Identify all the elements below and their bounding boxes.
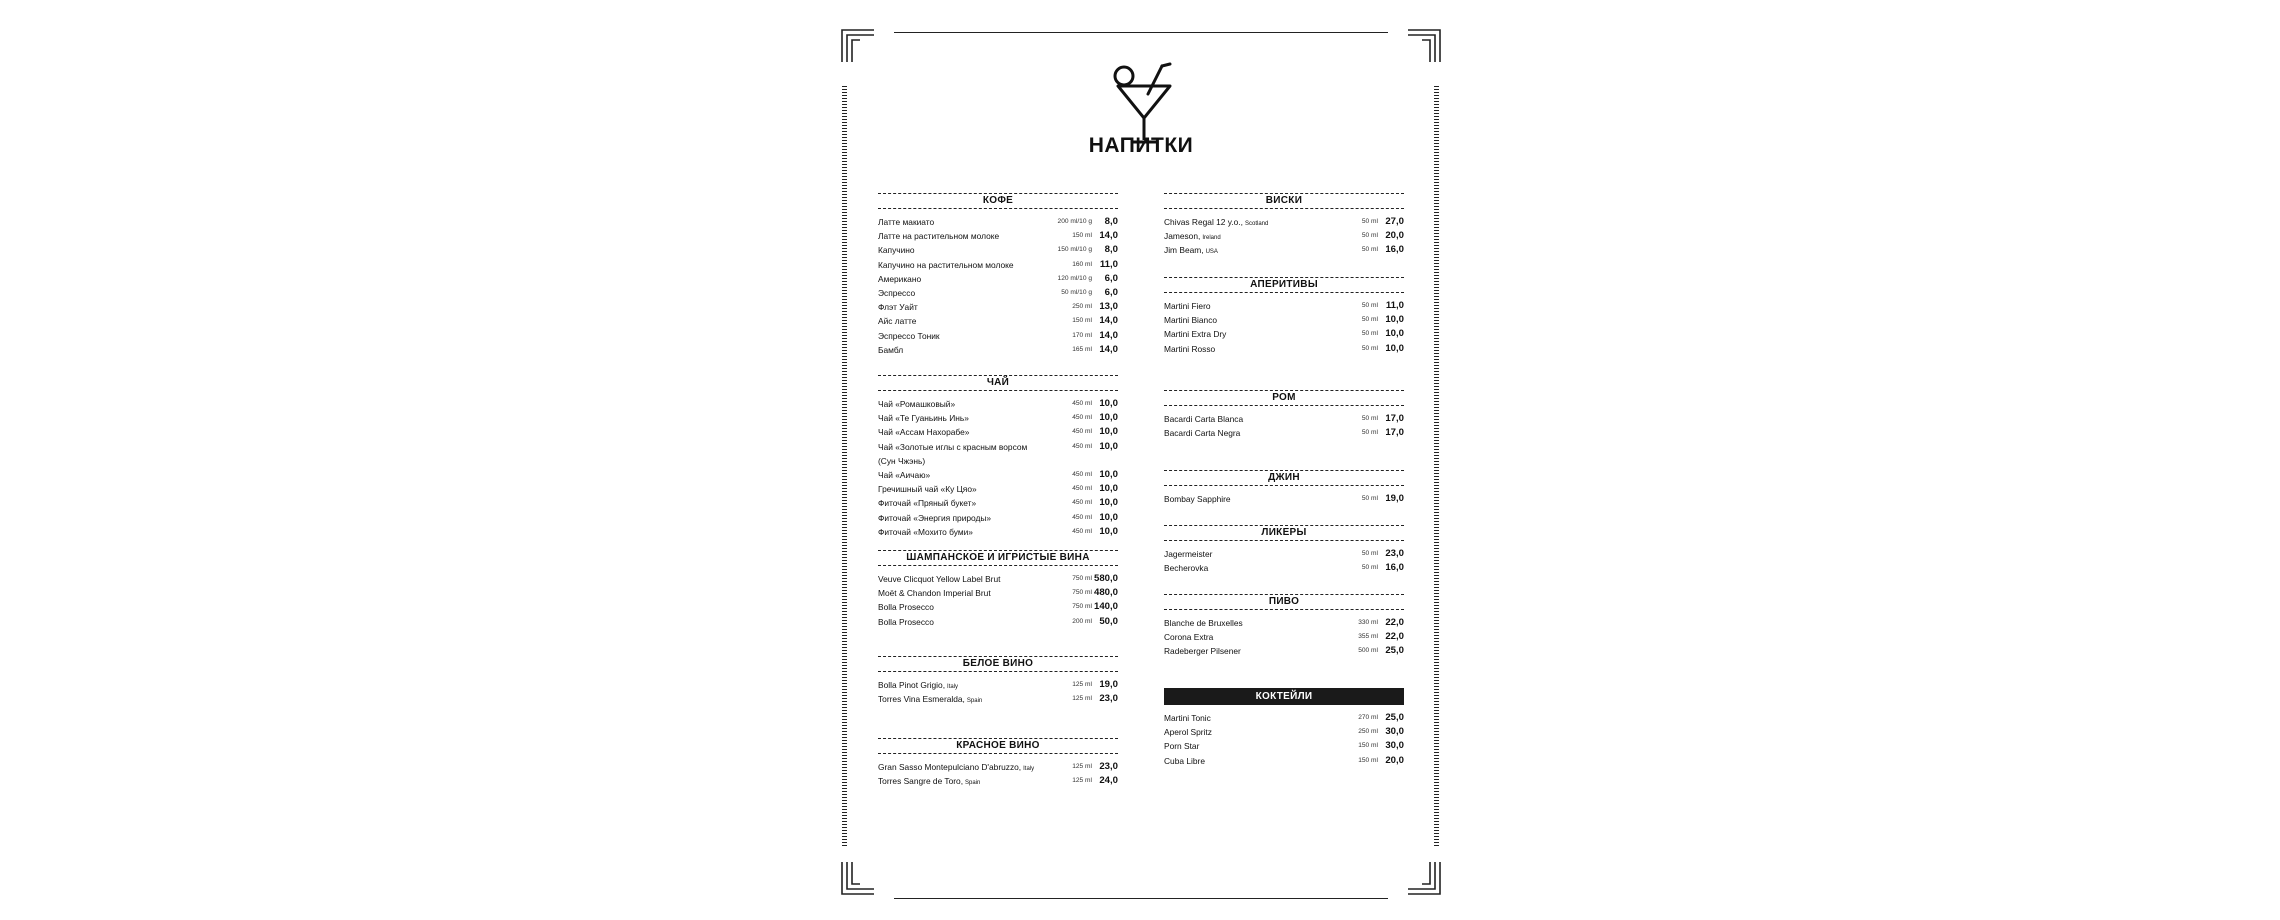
menu-item [878, 600, 1118, 614]
item-name-wrap [878, 272, 921, 286]
item-name: Капучино [878, 245, 915, 256]
menu-section [878, 550, 1118, 629]
item-price: 14,0 [1099, 329, 1118, 341]
menu-item [1164, 327, 1404, 341]
menu-item [878, 525, 1118, 539]
item-price: 24,0 [1099, 775, 1118, 787]
item-origin: USA [1205, 249, 1218, 256]
item-name: Капучино на растительном молоке [878, 259, 1014, 270]
item-volume: 125 ml [1072, 777, 1092, 785]
item-name: Фиточай «Энергия природы» [878, 512, 992, 523]
item-volume: 150 ml/10 g [1057, 246, 1092, 254]
item-name: Bolla Pinot Grigio, [878, 680, 946, 690]
item-volume: 750 ml [1072, 589, 1092, 597]
section-heading: ДЖИН [1164, 470, 1404, 486]
item-origin: Ireland [1202, 235, 1221, 242]
item-name-wrap [878, 314, 916, 328]
menu-section [1164, 594, 1404, 659]
item-price: 10,0 [1099, 440, 1118, 452]
corner-ornament-top-left [840, 28, 876, 64]
item-name: Torres Sangre de Toro, [878, 776, 964, 787]
item-name-wrap [878, 692, 982, 708]
menu-item [878, 300, 1118, 314]
item-volume: 450 ml [1072, 527, 1092, 535]
item-name-wrap [1164, 313, 1217, 327]
item-name-wrap [878, 425, 969, 439]
item-volume: 125 ml [1072, 763, 1092, 770]
item-price: 16,0 [1385, 562, 1404, 574]
corner-ornament-bottom-right [1406, 860, 1442, 896]
item-name: Bombay Sapphire [1164, 494, 1231, 504]
item-name-wrap [878, 454, 925, 468]
menu-item [878, 482, 1118, 496]
corner-ornament-bottom-left [840, 860, 876, 896]
item-volume: 500 ml [1358, 647, 1378, 655]
item-name: Jameson, [1164, 231, 1201, 242]
item-name: Bacardi Carta Negra [1164, 428, 1241, 439]
item-name-wrap [1164, 630, 1213, 644]
item-price: 10,0 [1099, 398, 1118, 409]
item-name: Martini Tonic [1164, 713, 1211, 723]
item-volume: 50 ml [1361, 330, 1378, 338]
item-name-wrap [878, 300, 918, 314]
menu-item [878, 468, 1118, 482]
item-price: 480,0 [1093, 587, 1118, 599]
item-name: Эспрессо [878, 287, 916, 298]
item-volume: 125 ml [1072, 681, 1092, 688]
menu-item [878, 425, 1118, 439]
item-name-wrap [1164, 739, 1199, 753]
menu-item [878, 678, 1118, 692]
item-name: Гречишный чай «Ку Цяо» [878, 484, 977, 495]
item-name-wrap [878, 411, 969, 425]
menu-item [878, 272, 1118, 286]
item-name-wrap [1164, 426, 1240, 440]
item-name-wrap [878, 258, 1014, 272]
menu-item [878, 692, 1118, 706]
menu-item [1164, 561, 1404, 575]
item-price: 20,0 [1385, 230, 1404, 242]
menu-item [878, 511, 1118, 525]
section-heading: БЕЛОЕ ВИНО [878, 656, 1118, 672]
item-volume: 50 ml [1361, 429, 1378, 437]
item-name-wrap [1164, 299, 1211, 313]
item-volume: 250 ml [1072, 303, 1092, 311]
item-price: 140,0 [1093, 601, 1118, 613]
item-name: Эспрессо Тоник [878, 330, 940, 341]
item-price: 30,0 [1385, 740, 1404, 752]
item-name: Чай «Аичаю» [878, 469, 931, 480]
item-price: 11,0 [1099, 258, 1118, 270]
item-name: Флэт Уайт [878, 302, 918, 313]
item-price: 23,0 [1099, 761, 1118, 772]
item-origin: Scotland [1244, 221, 1269, 227]
item-volume: 160 ml [1072, 260, 1092, 268]
item-name: Латте макиато [878, 217, 935, 227]
menu-section [1164, 688, 1404, 768]
item-volume: 50 ml [1361, 316, 1378, 324]
item-name-wrap [878, 468, 930, 482]
item-name: Veuve Clicquot Yellow Label Brut [878, 574, 1001, 584]
item-volume: 125 ml [1072, 695, 1092, 703]
item-name: Martini Fiero [1164, 301, 1211, 311]
item-price: 22,0 [1385, 617, 1404, 628]
corner-ornament-top-right [1406, 28, 1442, 64]
item-name-wrap [878, 229, 999, 243]
item-name-wrap [878, 774, 980, 790]
menu-item [878, 329, 1118, 343]
item-price: 10,0 [1099, 497, 1118, 509]
menu-item [878, 454, 1118, 468]
item-volume: 50 ml [1361, 495, 1378, 502]
section-heading: ЧАЙ [878, 375, 1118, 391]
item-volume: 50 ml [1361, 564, 1378, 572]
item-name: Чай «Золотые иглы с красным ворсом [878, 441, 1028, 452]
item-price: 25,0 [1385, 712, 1404, 723]
item-name: Porn Star [1164, 741, 1200, 752]
menu-item [1164, 412, 1404, 426]
item-name: Фиточай «Пряный букет» [878, 498, 977, 509]
item-name-wrap [878, 440, 1027, 454]
item-price: 14,0 [1099, 343, 1118, 355]
item-price: 23,0 [1385, 548, 1404, 559]
item-volume: 50 ml [1361, 218, 1378, 225]
menu-item [1164, 739, 1404, 753]
menu-item [878, 572, 1118, 586]
item-price: 6,0 [1104, 272, 1118, 284]
item-name: Gran Sasso Montepulciano D'abruzzo, [878, 762, 1022, 772]
item-name-wrap [878, 525, 973, 539]
right-border-stripes [1434, 86, 1439, 846]
menu-item [1164, 616, 1404, 630]
item-volume: 150 ml [1072, 232, 1092, 240]
item-name: Чай «Те Гуаньинь Инь» [878, 413, 969, 424]
menu-section [1164, 470, 1404, 506]
item-volume: 450 ml [1072, 428, 1092, 436]
menu-item [878, 243, 1118, 257]
item-name: Becherovka [1164, 563, 1209, 574]
item-name-wrap [1164, 725, 1212, 739]
item-name-wrap [878, 600, 934, 614]
item-price: 10,0 [1385, 328, 1404, 340]
item-price: 30,0 [1385, 726, 1404, 738]
item-name-wrap [878, 586, 991, 600]
menu-section [1164, 193, 1404, 258]
menu-item [878, 258, 1118, 272]
item-volume: 170 ml [1072, 331, 1092, 339]
item-price: 8,0 [1104, 216, 1118, 227]
item-price: 10,0 [1099, 468, 1118, 480]
item-volume: 50 ml [1361, 550, 1378, 557]
item-name: Aperol Spritz [1164, 727, 1212, 738]
menu-item [878, 343, 1118, 357]
item-name: Jim Beam, [1164, 245, 1204, 256]
item-name: Чай «Ромашковый» [878, 399, 956, 409]
item-name-wrap [1164, 754, 1205, 768]
item-price: 580,0 [1093, 573, 1118, 584]
item-name: Латте на растительном молоке [878, 231, 1000, 242]
section-heading: ЛИКЕРЫ [1164, 525, 1404, 541]
item-price: 16,0 [1385, 244, 1404, 256]
item-name: Бамбл [878, 344, 904, 355]
item-name-wrap [878, 482, 977, 496]
item-origin: Spain [965, 780, 981, 787]
item-name-wrap [878, 215, 934, 229]
item-price: 11,0 [1385, 300, 1404, 311]
item-name-wrap [1164, 644, 1241, 658]
item-origin: Italy [947, 684, 959, 690]
item-volume: 450 ml [1072, 485, 1092, 493]
section-heading: ПИВО [1164, 594, 1404, 610]
item-price: 25,0 [1385, 645, 1404, 657]
item-name-wrap [1164, 243, 1218, 259]
menu-item [878, 615, 1118, 629]
item-name-wrap [1164, 327, 1226, 341]
item-name: Chivas Regal 12 y.o., [1164, 217, 1243, 227]
item-name: Martini Bianco [1164, 315, 1218, 326]
item-name-wrap [1164, 616, 1243, 630]
item-price: 14,0 [1099, 230, 1118, 242]
menu-item [1164, 229, 1404, 243]
item-name-wrap [878, 572, 1000, 586]
item-name: Bolla Prosecco [878, 616, 934, 627]
item-name-wrap [878, 496, 976, 510]
top-border-line [894, 32, 1388, 33]
item-volume: 150 ml [1358, 742, 1378, 750]
item-price: 27,0 [1385, 216, 1404, 227]
item-name-wrap [1164, 547, 1212, 561]
menu-item [1164, 243, 1404, 257]
item-volume: 450 ml [1072, 400, 1092, 407]
menu-item [878, 314, 1118, 328]
item-volume: 450 ml [1072, 499, 1092, 507]
item-volume: 50 ml [1361, 246, 1378, 254]
item-name-wrap [1164, 492, 1231, 506]
item-name: Corona Extra [1164, 632, 1214, 643]
menu-item [878, 774, 1118, 788]
menu-section [878, 193, 1118, 357]
section-heading: КОФЕ [878, 193, 1118, 209]
section-heading: ВИСКИ [1164, 193, 1404, 209]
item-name: Фиточай «Мохито буми» [878, 526, 973, 537]
menu-item [878, 760, 1118, 774]
item-origin: Spain [966, 698, 983, 705]
item-volume: 250 ml [1358, 728, 1378, 736]
item-volume: 50 ml [1361, 415, 1378, 422]
item-volume: 120 ml/10 g [1057, 274, 1092, 282]
item-price: 19,0 [1385, 493, 1404, 504]
item-price: 10,0 [1099, 525, 1118, 537]
menu-item [1164, 299, 1404, 313]
item-price: 10,0 [1099, 483, 1118, 495]
section-heading: АПЕРИТИВЫ [1164, 277, 1404, 293]
item-price: 6,0 [1104, 286, 1118, 298]
item-name: Blanche de Bruxelles [1164, 618, 1243, 628]
menu-item [878, 229, 1118, 243]
menu-item [1164, 630, 1404, 644]
item-volume: 200 ml [1072, 617, 1092, 625]
menu-item [1164, 754, 1404, 768]
menu-item [1164, 725, 1404, 739]
item-name-wrap [878, 343, 903, 357]
item-name: Martini Extra Dry [1164, 329, 1227, 340]
item-name: Jagermeister [1164, 549, 1213, 559]
item-price: 17,0 [1385, 427, 1404, 439]
menu-item [1164, 711, 1404, 725]
item-name: Чай «Ассам Нахорабе» [878, 427, 970, 438]
item-volume: 165 ml [1072, 345, 1092, 353]
left-border-stripes [842, 86, 847, 846]
menu-item [878, 397, 1118, 411]
menu-section [1164, 390, 1404, 440]
menu-section [878, 738, 1118, 788]
item-name-wrap [1164, 412, 1243, 426]
item-origin: Italy [1023, 766, 1035, 772]
item-price: 10,0 [1385, 314, 1404, 326]
menu-item [1164, 426, 1404, 440]
menu-item [1164, 492, 1404, 506]
section-heading: РОМ [1164, 390, 1404, 406]
menu-item [1164, 313, 1404, 327]
item-volume: 750 ml [1072, 603, 1092, 611]
item-volume: 355 ml [1358, 633, 1378, 641]
item-name: Cuba Libre [1164, 755, 1205, 766]
item-name-wrap [878, 286, 915, 300]
item-name: Martini Rosso [1164, 343, 1216, 354]
item-price: 20,0 [1385, 754, 1404, 766]
item-name-wrap [878, 511, 991, 525]
menu-section [878, 375, 1118, 539]
menu-item [878, 215, 1118, 229]
item-name: Radeberger Pilsener [1164, 646, 1241, 657]
item-price: 10,0 [1385, 342, 1404, 354]
menu-page [838, 20, 1444, 904]
item-volume: 150 ml [1072, 317, 1092, 325]
item-name-wrap [878, 243, 915, 257]
section-heading: ШАМПАНСКОЕ И ИГРИСТЫЕ ВИНА [878, 550, 1118, 566]
menu-item [1164, 215, 1404, 229]
menu-item [878, 411, 1118, 425]
item-name-wrap [1164, 711, 1211, 725]
item-price: 14,0 [1099, 315, 1118, 327]
bottom-border-line [894, 898, 1388, 899]
item-name: Moët & Chandon Imperial Brut [878, 588, 991, 599]
menu-section [878, 656, 1118, 706]
item-price: 19,0 [1099, 679, 1118, 690]
item-volume: 450 ml [1072, 470, 1092, 478]
item-name-wrap [878, 329, 940, 343]
item-volume: 450 ml [1072, 442, 1092, 450]
menu-item [1164, 644, 1404, 658]
item-volume: 330 ml [1358, 619, 1378, 626]
section-heading: КРАСНОЕ ВИНО [878, 738, 1118, 754]
item-name: Американо [878, 273, 922, 284]
menu-section [1164, 277, 1404, 356]
item-volume: 150 ml [1358, 756, 1378, 764]
item-name: Bacardi Carta Blanca [1164, 414, 1244, 424]
item-price: 10,0 [1099, 426, 1118, 438]
item-price: 13,0 [1099, 301, 1118, 313]
item-name-wrap [878, 615, 934, 629]
item-name-wrap [878, 397, 955, 411]
section-heading: КОКТЕЙЛИ [1164, 688, 1404, 705]
item-name-wrap [1164, 342, 1215, 356]
item-volume: 450 ml [1072, 513, 1092, 521]
menu-item [878, 586, 1118, 600]
item-volume: 50 ml [1361, 344, 1378, 352]
item-volume: 50 ml [1361, 232, 1378, 240]
item-volume: 200 ml/10 g [1057, 218, 1092, 225]
item-volume: 50 ml [1361, 302, 1378, 309]
item-volume: 750 ml [1072, 575, 1092, 582]
item-price: 10,0 [1099, 412, 1118, 424]
item-volume: 450 ml [1072, 414, 1092, 422]
menu-item [1164, 342, 1404, 356]
menu-item [878, 440, 1118, 454]
item-price: 10,0 [1099, 511, 1118, 523]
menu-item [878, 496, 1118, 510]
item-price: 17,0 [1385, 413, 1404, 424]
item-name: Torres Vina Esmeralda, [878, 694, 965, 705]
item-price: 50,0 [1099, 615, 1118, 627]
item-price: 8,0 [1104, 244, 1118, 256]
item-name: (Сун Чжэнь) [878, 455, 926, 466]
item-name-wrap [1164, 561, 1208, 575]
item-volume: 50 ml/10 g [1061, 288, 1092, 296]
menu-title: НАПИТКИ [1088, 134, 1194, 157]
menu-item [1164, 547, 1404, 561]
item-price: 22,0 [1385, 631, 1404, 643]
item-volume: 270 ml [1358, 714, 1378, 721]
item-name: Айс латте [878, 316, 917, 327]
menu-item [878, 286, 1118, 300]
item-price: 23,0 [1099, 693, 1118, 705]
menu-section [1164, 525, 1404, 575]
item-name: Bolla Prosecco [878, 602, 934, 613]
